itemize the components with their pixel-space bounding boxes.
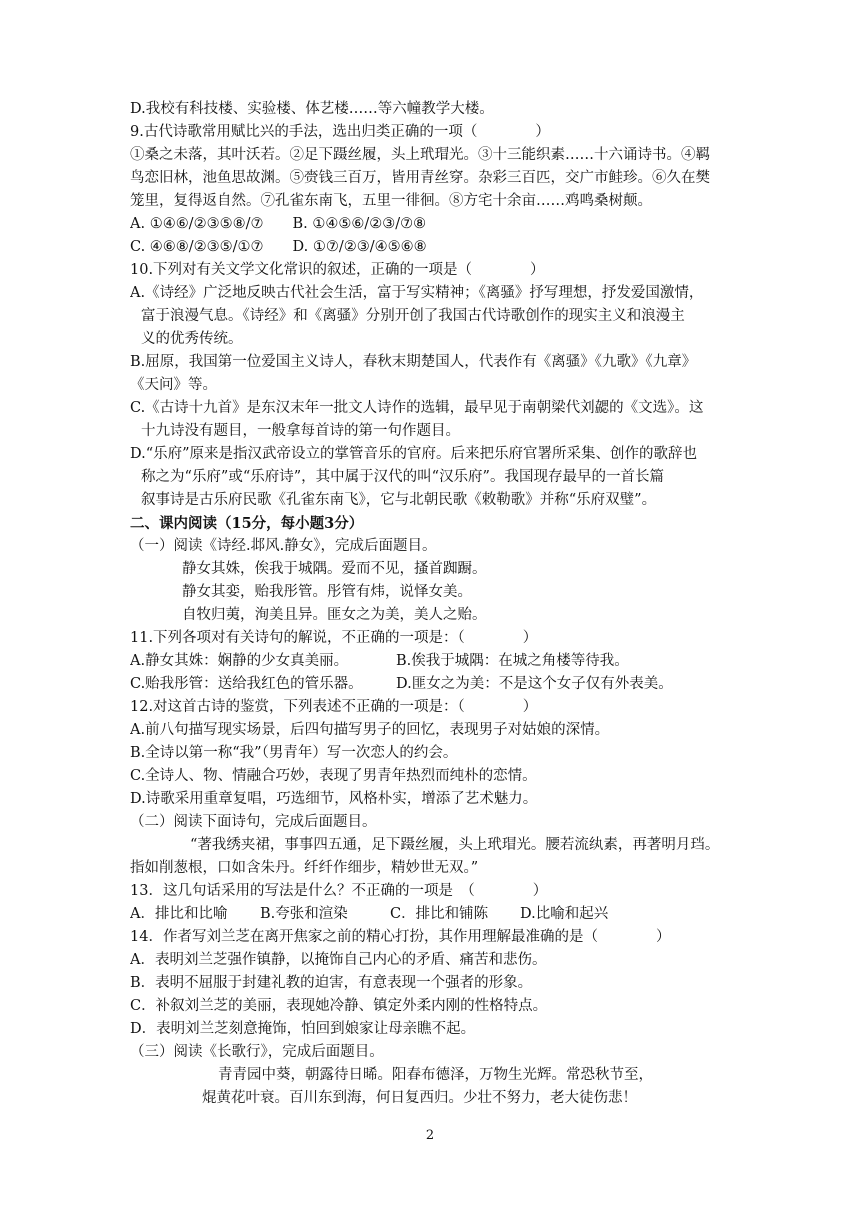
q10-option-c-cont: 十九诗没有题目，一般拿每首诗的第一句作题目。 (141, 423, 460, 439)
q14-stem: 14．作者写刘兰芝在离开焦家之前的精心打扮，其作用理解最准确的是（ ） (130, 929, 671, 945)
q8-option-d: D.我校有科技楼、实验楼、体艺楼……等六幢教学大楼。 (130, 101, 494, 117)
q10-option-a-cont: 义的优秀传统。 (141, 331, 243, 347)
q14-option-a: A．表明刘兰芝强作镇静，以掩饰自己内心的矛盾、痛苦和悲伤。 (130, 952, 547, 968)
q9-passage-line: ①桑之未落，其叶沃若。②足下蹑丝履，头上玳瑁光。③十三能织素……十六诵诗书。④羁 (130, 147, 710, 163)
poem-line: 自牧归荑，洵美且异。匪女之为美，美人之贻。 (182, 607, 487, 623)
q10-option-b-cont: 《天问》等。 (130, 377, 217, 393)
q10-option-d: D.“乐府”原来是指汉武帝设立的掌管音乐的官府。后来把乐府官署所采集、创作的歌辞也 (130, 446, 698, 462)
poem-line: 静女其娈，贻我彤管。彤管有炜，说怿女美。 (182, 584, 472, 600)
q12-option-b: B.全诗以第一称“我”（男青年）写一次恋人的约会。 (130, 745, 458, 761)
q10-option-c: C.《古诗十九首》是东汉末年一批文人诗作的选辑，最早见于南朝梁代刘勰的《文选》。这 (130, 400, 704, 416)
section-heading: 二、课内阅读（15分，每小题3分） (130, 515, 364, 532)
passage-2-line: 指如削葱根，口如含朱丹。纤纤作细步，精妙世无双。” (130, 860, 479, 876)
q10-option-a: A.《诗经》广泛地反映古代社会生活，富于写实精神；《离骚》抒写理想，抒发爱国激情， (130, 285, 704, 301)
passage-2-line: “著我绣夹裙，事事四五通，足下蹑丝履，头上玳瑁光。腰若流纨素，再著明月珰。 (190, 837, 720, 853)
q11-option-c: C.贻我彤管：送给我红色的管乐器。 (130, 676, 363, 692)
poem-line: 静女其姝，俟我于城隅。爱而不见，搔首踟蹰。 (182, 561, 487, 577)
q11-options-ab (130, 650, 730, 673)
passage-2-intro: （二）阅读下面诗句，完成后面题目。 (130, 814, 377, 830)
q13-option-a: A．排比和比喻 (130, 906, 228, 922)
q12-stem: 12.对这首古诗的鉴赏，下列表述不正确的一项是：（ ） (130, 699, 538, 715)
q12-option-d: D.诗歌采用重章复唱，巧选细节，风格朴实，增添了艺术魅力。 (130, 791, 538, 807)
poem-line: 焜黄花叶衰。百川东到海，何日复西归。少壮不努力，老大徒伤悲！ (202, 1090, 637, 1106)
q10-option-d-cont: 叙事诗是古乐府民歌《孔雀东南飞》，它与北朝民歌《敕勒歌》并称“乐府双璧”。 (141, 492, 657, 508)
q13-options (130, 903, 730, 926)
q12-option-a: A.前八句描写现实场景，后四句描写男子的回忆，表现男子对姑娘的深情。 (130, 722, 610, 738)
page-content (130, 98, 730, 1110)
q11-option-b: B.俟我于城隅：在城之角楼等待我。 (396, 653, 629, 669)
q9-passage-line: 鸟恋旧林，池鱼思故渊。⑤赍钱三百万，皆用青丝穿。杂彩三百匹，交广市鲑珍。⑥久在樊 (130, 170, 710, 186)
passage-3-intro: （三）阅读《长歌行》，完成后面题目。 (130, 1044, 384, 1060)
q14-option-b: B．表明不屈服于封建礼教的迫害，有意表现一个强者的形象。 (130, 975, 533, 991)
q13-option-b: B.夸张和渲染 (260, 906, 348, 922)
q10-option-b: B.屈原，我国第一位爱国主义诗人，春秋末期楚国人，代表作有《离骚》《九歌》《九章》 (130, 354, 697, 370)
q14-option-c: C．补叙刘兰芝的美丽，表现她冷静、镇定外柔内刚的性格特点。 (130, 998, 548, 1014)
q13-option-d: D.比喻和起兴 (520, 906, 609, 922)
q12-option-c: C.全诗人、物、情融合巧妙，表现了男青年热烈而纯朴的恋情。 (130, 768, 537, 784)
q13-stem: 13．这几句话采用的写法是什么？不正确的一项是 （ ） (130, 883, 548, 899)
passage-1-intro: （一）阅读《诗经.邶风.静女》，完成后面题目。 (130, 538, 437, 554)
q11-option-a: A.静女其姝：娴静的少女真美丽。 (130, 653, 349, 669)
q11-option-d: D.匪女之为美：不是这个女子仅有外表美。 (396, 676, 673, 692)
q11-options-cd (130, 673, 730, 696)
q13-option-c: C．排比和铺陈 (390, 906, 489, 922)
q10-stem: 10.下列对有关文学文化常识的叙述，正确的一项是（ ） (130, 262, 545, 278)
q10-option-a-cont: 富于浪漫气息。《诗经》和《离骚》分别开创了我国古代诗歌创作的现实主义和浪漫主 (141, 308, 685, 324)
page-number: 2 (425, 1128, 435, 1143)
q9-stem: 9.古代诗歌常用赋比兴的手法，选出归类正确的一项（ ） (130, 124, 550, 140)
q10-option-d-cont: 称之为“乐府”或“乐府诗”，其中属于汉代的叫“汉乐府”。我国现存最早的一首长篇 (141, 469, 664, 485)
q14-option-d: D．表明刘兰芝刻意掩饰，怕回到娘家让母亲瞧不起。 (130, 1021, 476, 1037)
q11-stem: 11.下列各项对有关诗句的解说，不正确的一项是：（ ） (130, 630, 538, 646)
poem-line: 青青园中葵，朝露待日晞。阳春布德泽，万物生光辉。常恐秋节至， (218, 1067, 653, 1083)
q9-options-cd: C. ④⑥⑧/②③⑤/①⑦ D. ①⑦/②③/④⑤⑥⑧ (130, 239, 427, 255)
q9-passage-line: 笼里，复得返自然。⑦孔雀东南飞，五里一徘徊。⑧方宅十余亩……鸡鸣桑树颠。 (130, 193, 652, 209)
q9-options-ab: A. ①④⑥/②③⑤⑧/⑦ B. ①④⑤⑥/②③/⑦⑧ (130, 216, 427, 232)
